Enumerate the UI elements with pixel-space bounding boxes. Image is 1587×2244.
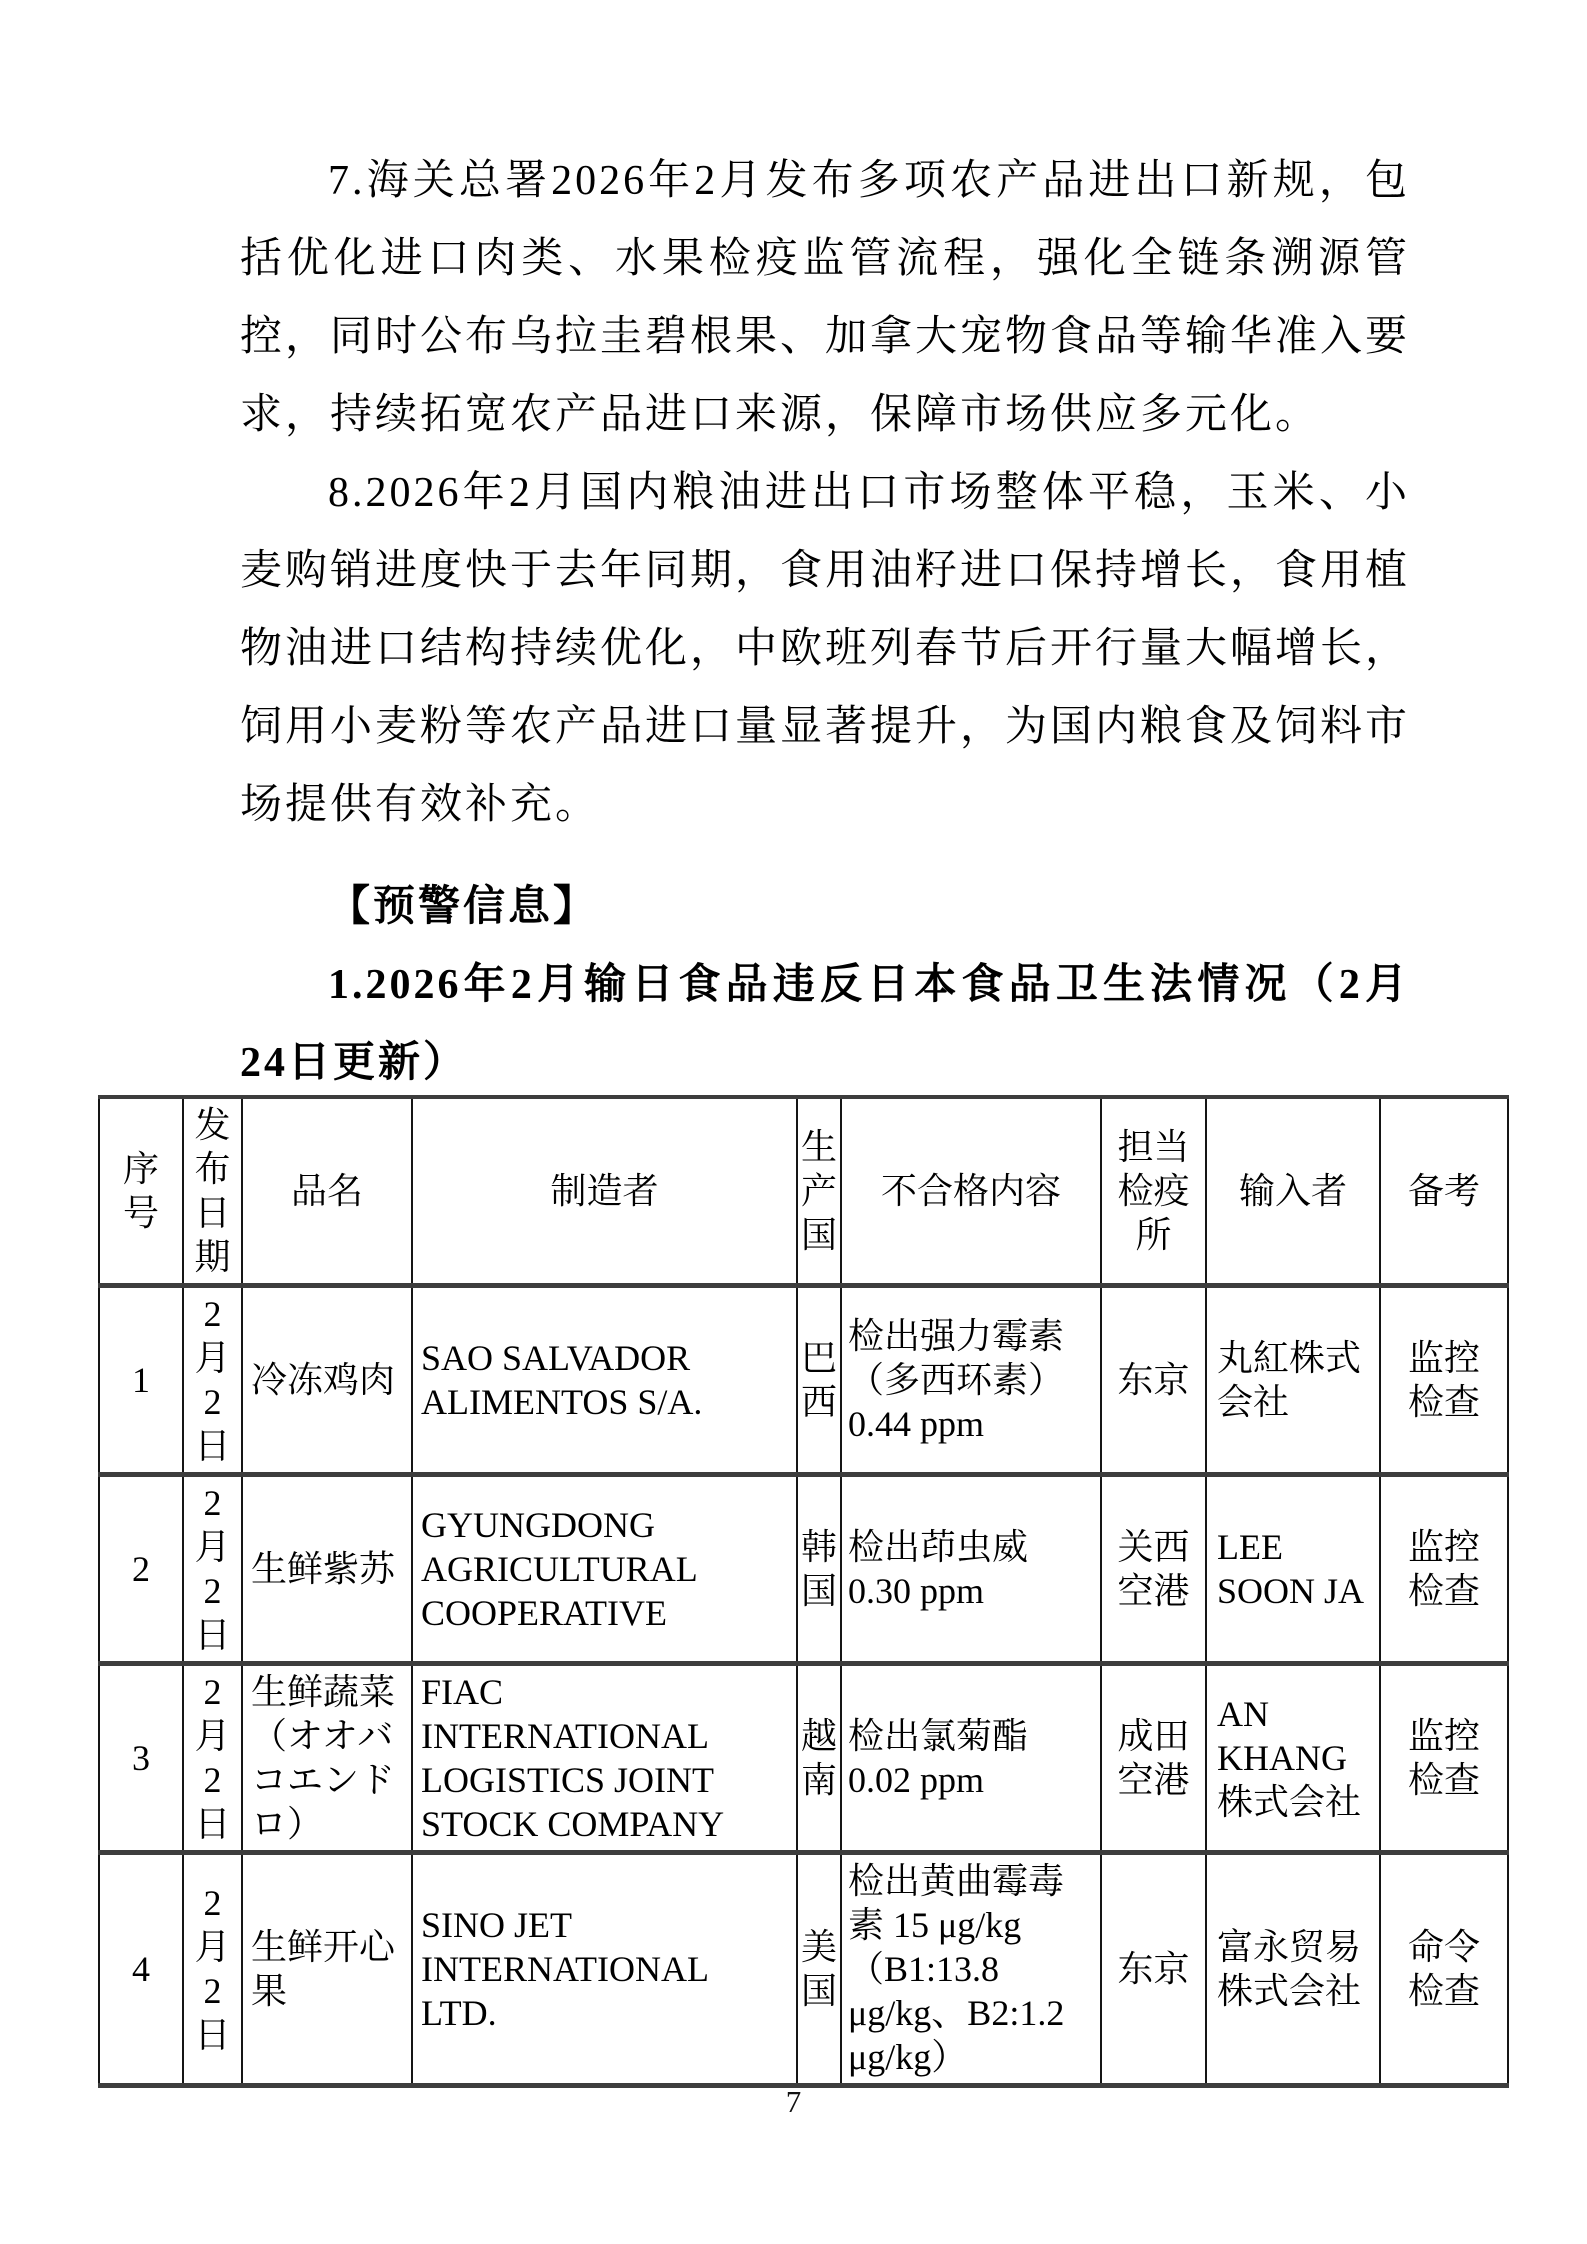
table-cell-seq: 4 bbox=[99, 1853, 183, 2086]
table-cell-manufacturer: SINO JET INTERNATIONAL LTD. bbox=[412, 1853, 797, 2086]
table-cell-remarks: 监控检查 bbox=[1380, 1475, 1508, 1664]
table-cell-product-name: 生鲜开心果 bbox=[242, 1853, 412, 2086]
table-cell-product-name: 生鲜蔬菜（オオバコエンドロ） bbox=[242, 1664, 412, 1853]
table-cell-manufacturer: FIAC INTERNATIONAL LOGISTICS JOINT STOCK COMPANY bbox=[412, 1664, 797, 1853]
table-header-cell-remarks: 备考 bbox=[1380, 1097, 1508, 1286]
table-cell-publish-date: 2月2日 bbox=[183, 1664, 242, 1853]
table-cell-publish-date: 2月2日 bbox=[183, 1853, 242, 2086]
table-cell-product-name: 生鲜紫苏 bbox=[242, 1475, 412, 1664]
table-cell-origin-country: 美国 bbox=[797, 1853, 841, 2086]
paragraph-grain-oil-market: 8.2026年2月国内粮油进出口市场整体平稳，玉米、小麦购销进度快于去年同期，食用油籽进口保持增长，食用植物油进口结构持续优化，中欧班列春节后开行量大幅增长，饲用小麦粉等农产品进口量显著提升，为国内粮食及饲料市场提供有效补充。 bbox=[240, 470, 1411, 828]
table-header-cell-importer: 输入者 bbox=[1206, 1097, 1380, 1286]
table-header-cell-seq: 序号 bbox=[99, 1097, 183, 1286]
table-cell-publish-date: 2月2日 bbox=[183, 1475, 242, 1664]
table-header-cell-product-name: 品名 bbox=[242, 1097, 412, 1286]
table-cell-seq: 2 bbox=[99, 1475, 183, 1664]
table-header-cell-violation: 不合格内容 bbox=[841, 1097, 1101, 1286]
table-header-cell-quarantine-office: 担当检疫所 bbox=[1101, 1097, 1206, 1286]
body-text bbox=[240, 142, 1410, 1102]
table-cell-remarks: 监控检查 bbox=[1380, 1286, 1508, 1475]
table-cell-importer: 丸紅株式会社 bbox=[1206, 1286, 1380, 1475]
table-cell-manufacturer: SAO SALVADOR ALIMENTOS S/A. bbox=[412, 1286, 797, 1475]
subsection-heading-japan-violations: 1.2026年2月输日食品违反日本食品卫生法情况（2月24日更新） bbox=[240, 962, 1410, 1086]
table-cell-violation: 检出强力霉素（多西环素）0.44 ppm bbox=[841, 1286, 1101, 1475]
table-row bbox=[99, 1853, 1508, 2086]
table-cell-origin-country: 韩国 bbox=[797, 1475, 841, 1664]
table-header-cell-publish-date: 发布日期 bbox=[183, 1097, 242, 1286]
table-cell-remarks: 监控检查 bbox=[1380, 1664, 1508, 1853]
table-cell-violation: 检出氯菊酯 0.02 ppm bbox=[841, 1664, 1101, 1853]
table-row bbox=[99, 1286, 1508, 1475]
table-cell-product-name: 冷冻鸡肉 bbox=[242, 1286, 412, 1475]
table-cell-violation: 检出茚虫威 0.30 ppm bbox=[841, 1475, 1101, 1664]
table-cell-quarantine-office: 成田空港 bbox=[1101, 1664, 1206, 1853]
table-cell-seq: 3 bbox=[99, 1664, 183, 1853]
table-header-cell-origin-country: 生产国 bbox=[797, 1097, 841, 1286]
violations-table bbox=[98, 1095, 1509, 2088]
table-cell-origin-country: 越南 bbox=[797, 1664, 841, 1853]
page-number: 7 bbox=[785, 2084, 802, 2119]
table-header-row bbox=[99, 1097, 1508, 1286]
table-cell-remarks: 命令检查 bbox=[1380, 1853, 1508, 2086]
table-cell-importer: LEE SOON JA bbox=[1206, 1475, 1380, 1664]
table-cell-importer: AN KHANG株式会社 bbox=[1206, 1664, 1380, 1853]
table-cell-publish-date: 2月2日 bbox=[183, 1286, 242, 1475]
table-cell-seq: 1 bbox=[99, 1286, 183, 1475]
table-row bbox=[99, 1664, 1508, 1853]
table-cell-quarantine-office: 关西空港 bbox=[1101, 1475, 1206, 1664]
table-cell-violation: 检出黄曲霉毒素 15 μg/kg（B1:13.8 μg/kg、B2:1.2 μg/kg） bbox=[841, 1853, 1101, 2086]
paragraph-customs-rules: 7.海关总署2026年2月发布多项农产品进出口新规，包括优化进口肉类、水果检疫监管流程，强化全链条溯源管控，同时公布乌拉圭碧根果、加拿大宠物食品等输华准入要求，持续拓宽农产品进口来源，保障市场供应多元化。 bbox=[240, 158, 1411, 438]
table-cell-quarantine-office: 东京 bbox=[1101, 1853, 1206, 2086]
table-header-cell-manufacturer: 制造者 bbox=[412, 1097, 797, 1286]
section-heading-alert-info: 【预警信息】 bbox=[328, 884, 599, 930]
table-cell-origin-country: 巴西 bbox=[797, 1286, 841, 1475]
table-cell-manufacturer: GYUNGDONG AGRICULTURAL COOPERATIVE bbox=[412, 1475, 797, 1664]
table-cell-importer: 富永贸易株式会社 bbox=[1206, 1853, 1380, 2086]
table-cell-quarantine-office: 东京 bbox=[1101, 1286, 1206, 1475]
table-row bbox=[99, 1475, 1508, 1664]
